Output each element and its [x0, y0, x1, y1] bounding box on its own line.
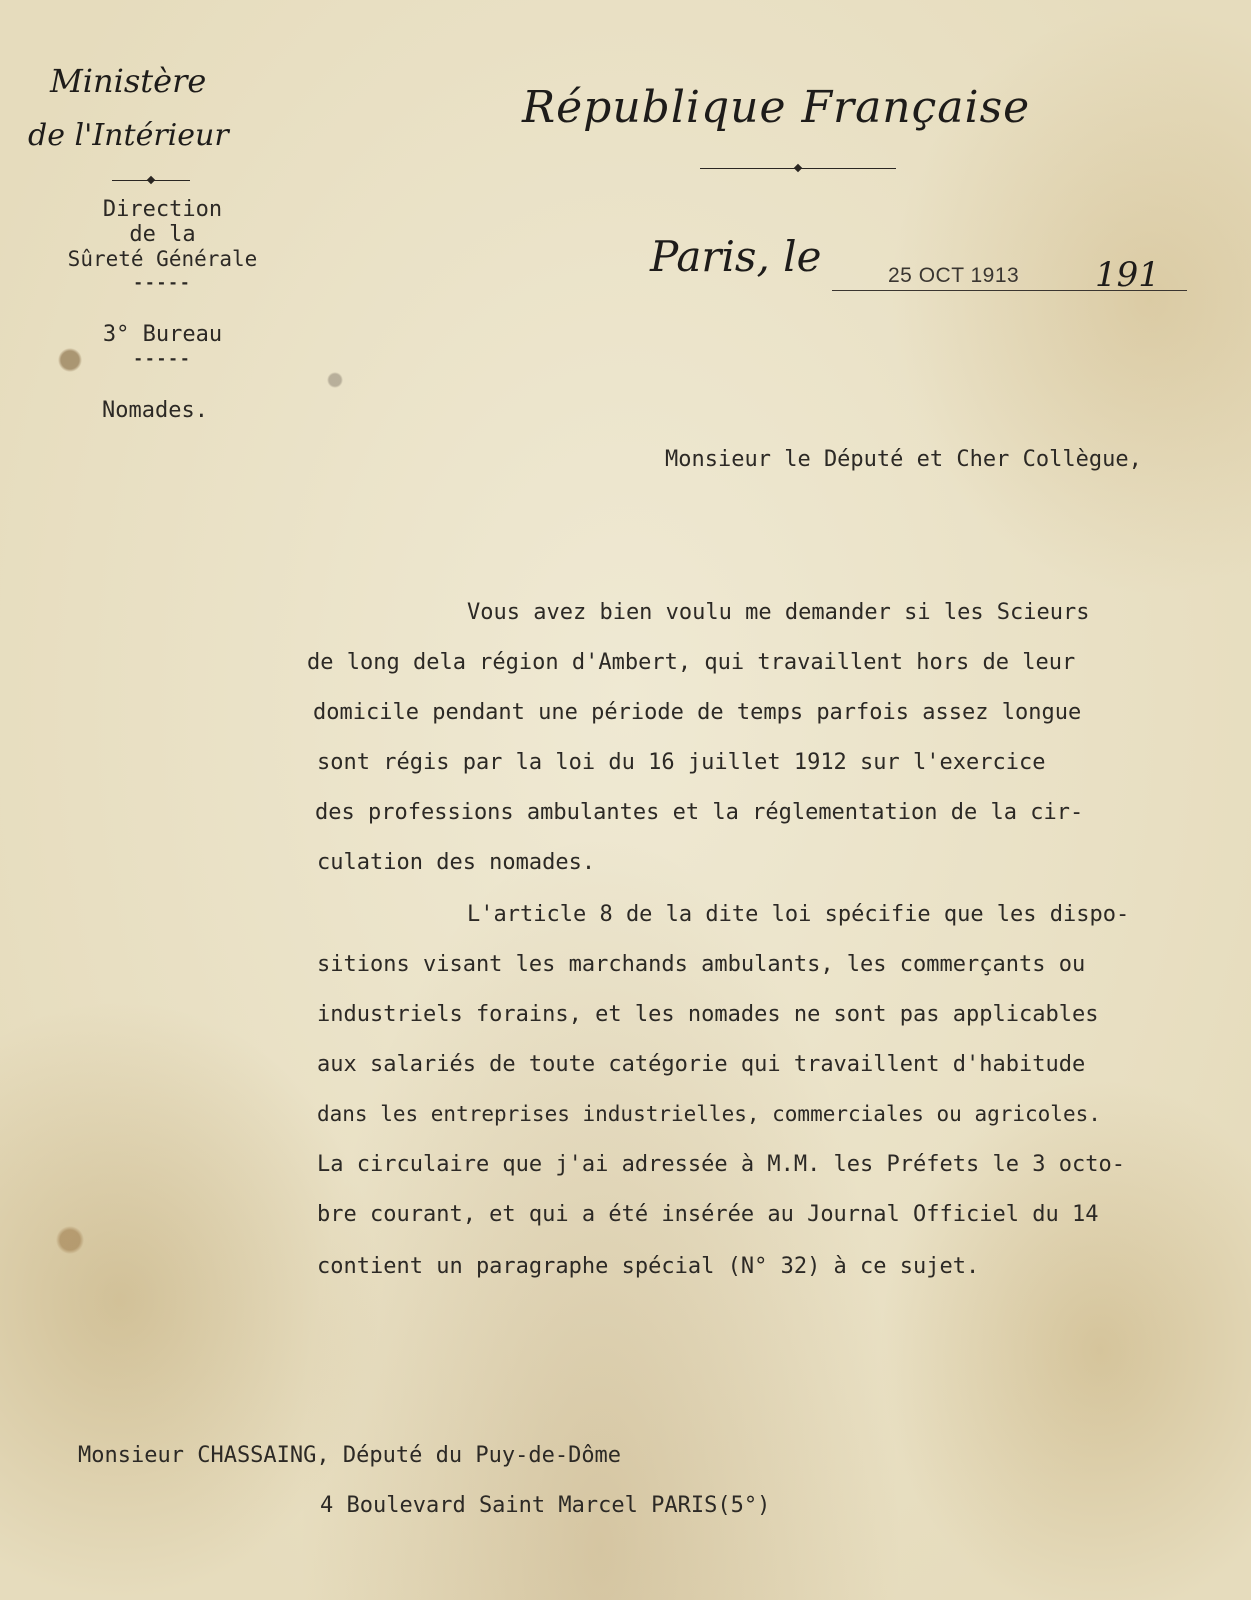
body-line-4: sont régis par la loi du 16 juillet 1912 sur l'exercice — [317, 750, 1046, 775]
salutation: Monsieur le Député et Cher Collègue, — [665, 447, 1142, 472]
body-line-12: La circulaire que j'ai adressée à M.M. les Préfets le 3 octo- — [317, 1152, 1125, 1177]
ministry-rule-ornament — [147, 176, 155, 184]
date-stamp: 25 OCT 1913 — [888, 264, 1020, 287]
section-label: Nomades. — [102, 398, 208, 423]
direction-line1: Direction — [102, 197, 223, 222]
direction-separator: ----- — [133, 273, 192, 292]
bureau-label: 3° Bureau — [102, 322, 223, 347]
ministry-title-line2: de l'Intérieur — [28, 118, 229, 153]
body-line-6: culation des nomades. — [317, 850, 596, 875]
republic-heading: République Française — [522, 82, 1031, 133]
body-line-1: Vous avez bien voulu me demander si les Scieurs — [467, 600, 1090, 625]
addressee-line1: Monsieur CHASSAING, Député du Puy-de-Dôme — [78, 1443, 622, 1468]
body-line-8: sitions visant les marchands ambulants, les commerçants ou — [317, 952, 1086, 977]
body-line-10: aux salariés de toute catégorie qui travaillent d'habitude — [317, 1052, 1086, 1077]
republic-rule-ornament — [794, 164, 802, 172]
body-line-14: contient un paragraphe spécial (N° 32) à ce sujet. — [317, 1254, 980, 1279]
body-line-2: de long dela région d'Ambert, qui travaillent hors de leur — [307, 650, 1076, 675]
addressee-line2: 4 Boulevard Saint Marcel PARIS(5°) — [320, 1493, 771, 1518]
ministry-title-line1: Ministère — [50, 62, 207, 100]
body-line-5: des professions ambulantes et la réglementation de la cir- — [315, 800, 1084, 825]
body-line-3: domicile pendant une période de temps parfois assez longue — [313, 700, 1082, 725]
direction-line3: Sûreté Générale — [67, 247, 258, 271]
body-line-11: dans les entreprises industrielles, commerciales ou agricoles. — [317, 1102, 1101, 1126]
bureau-separator: ----- — [133, 349, 192, 368]
body-line-9: industriels forains, et les nomades ne sont pas applicables — [317, 1002, 1099, 1027]
direction-line2: de la — [129, 222, 196, 247]
body-line-13: bre courant, et qui a été insérée au Journal Officiel du 14 — [317, 1202, 1099, 1227]
dateline-year-prefix: 191 — [1095, 255, 1160, 295]
dateline-place: Paris, le — [650, 232, 822, 281]
body-line-7: L'article 8 de la dite loi spécifie que les dispo- — [467, 902, 1130, 927]
